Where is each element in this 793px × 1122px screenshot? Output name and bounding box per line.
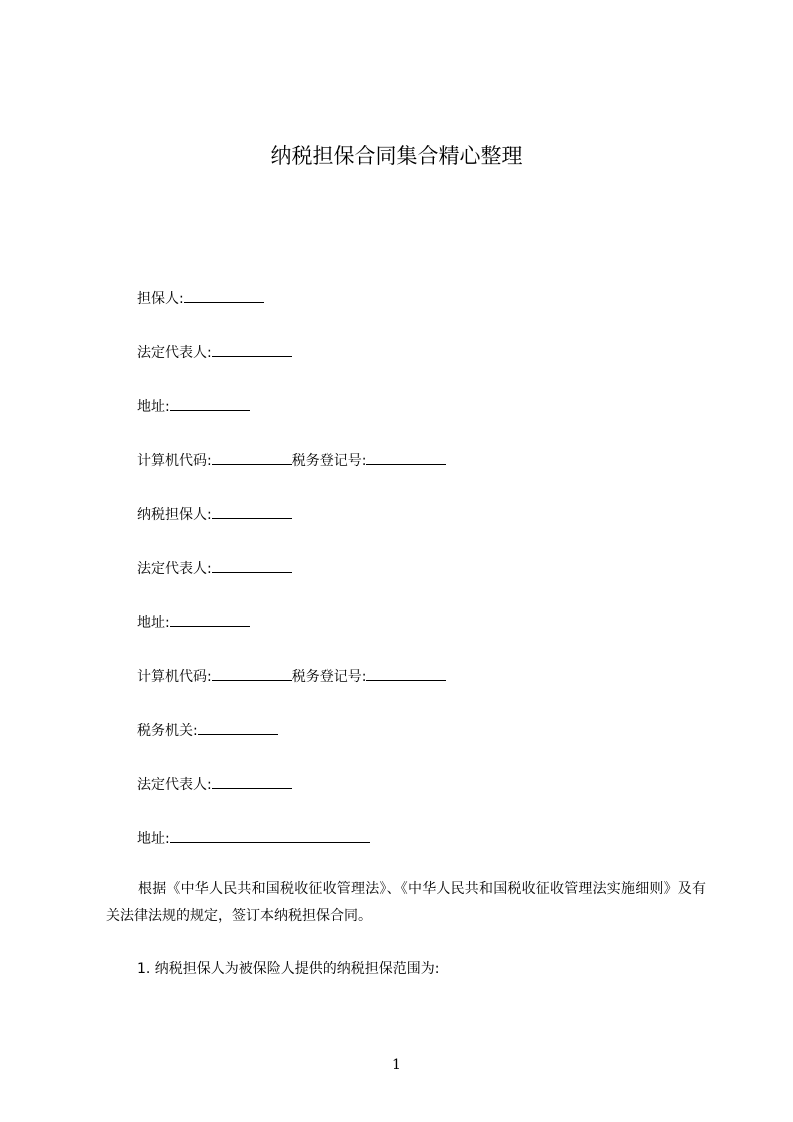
address-label-3: 地址: bbox=[137, 831, 170, 847]
computer-code-blank-1[interactable] bbox=[212, 448, 292, 465]
preamble-paragraph: 根据《中华人民共和国税收征收管理法》、《中华人民共和国税收征收管理法实施细则》及有关法律法规的规定，签订本纳税担保合同。 bbox=[106, 881, 706, 924]
tax-guarantor-blank[interactable] bbox=[212, 502, 292, 519]
party-info-section bbox=[137, 286, 697, 880]
legal-rep-label-3: 法定代表人: bbox=[137, 777, 212, 793]
address-row-3 bbox=[137, 826, 697, 880]
tax-authority-label: 税务机关: bbox=[137, 723, 198, 739]
computer-code-blank-2[interactable] bbox=[212, 664, 292, 681]
clause-1: 1. 纳税担保人为被保险人提供的纳税担保范围为: bbox=[137, 961, 440, 977]
guarantor-label: 担保人: bbox=[137, 291, 184, 307]
computer-code-label-1: 计算机代码: bbox=[137, 453, 212, 469]
address-label-1: 地址: bbox=[137, 399, 170, 415]
address-row-1 bbox=[137, 394, 697, 448]
legal-rep-blank-1[interactable] bbox=[212, 340, 292, 357]
legal-rep-blank-3[interactable] bbox=[212, 772, 292, 789]
address-blank-3[interactable] bbox=[170, 826, 370, 843]
page-number: 1 bbox=[392, 1057, 401, 1073]
legal-rep-blank-2[interactable] bbox=[212, 556, 292, 573]
address-blank-1[interactable] bbox=[170, 394, 250, 411]
tax-reg-no-label-1: 税务登记号: bbox=[291, 453, 367, 469]
guarantor-blank[interactable] bbox=[184, 286, 264, 303]
address-label-2: 地址: bbox=[137, 615, 170, 631]
codes-row-1 bbox=[137, 448, 697, 502]
document-title: 纳税担保合同集合精心整理 bbox=[270, 144, 523, 168]
legal-rep-label-2: 法定代表人: bbox=[137, 561, 212, 577]
codes-row-2 bbox=[137, 664, 697, 718]
legal-rep-row-2 bbox=[137, 556, 697, 610]
guarantor-row bbox=[137, 286, 697, 340]
legal-rep-row-1 bbox=[137, 340, 697, 394]
tax-authority-row bbox=[137, 718, 697, 772]
tax-reg-no-blank-2[interactable] bbox=[366, 664, 446, 681]
address-row-2 bbox=[137, 610, 697, 664]
computer-code-label-2: 计算机代码: bbox=[137, 669, 212, 685]
tax-guarantor-row bbox=[137, 502, 697, 556]
legal-rep-row-3 bbox=[137, 772, 697, 826]
tax-reg-no-blank-1[interactable] bbox=[366, 448, 446, 465]
tax-reg-no-label-2: 税务登记号: bbox=[291, 669, 367, 685]
tax-guarantor-label: 纳税担保人: bbox=[137, 507, 212, 523]
tax-authority-blank[interactable] bbox=[198, 718, 278, 735]
legal-rep-label-1: 法定代表人: bbox=[137, 345, 212, 361]
address-blank-2[interactable] bbox=[170, 610, 250, 627]
